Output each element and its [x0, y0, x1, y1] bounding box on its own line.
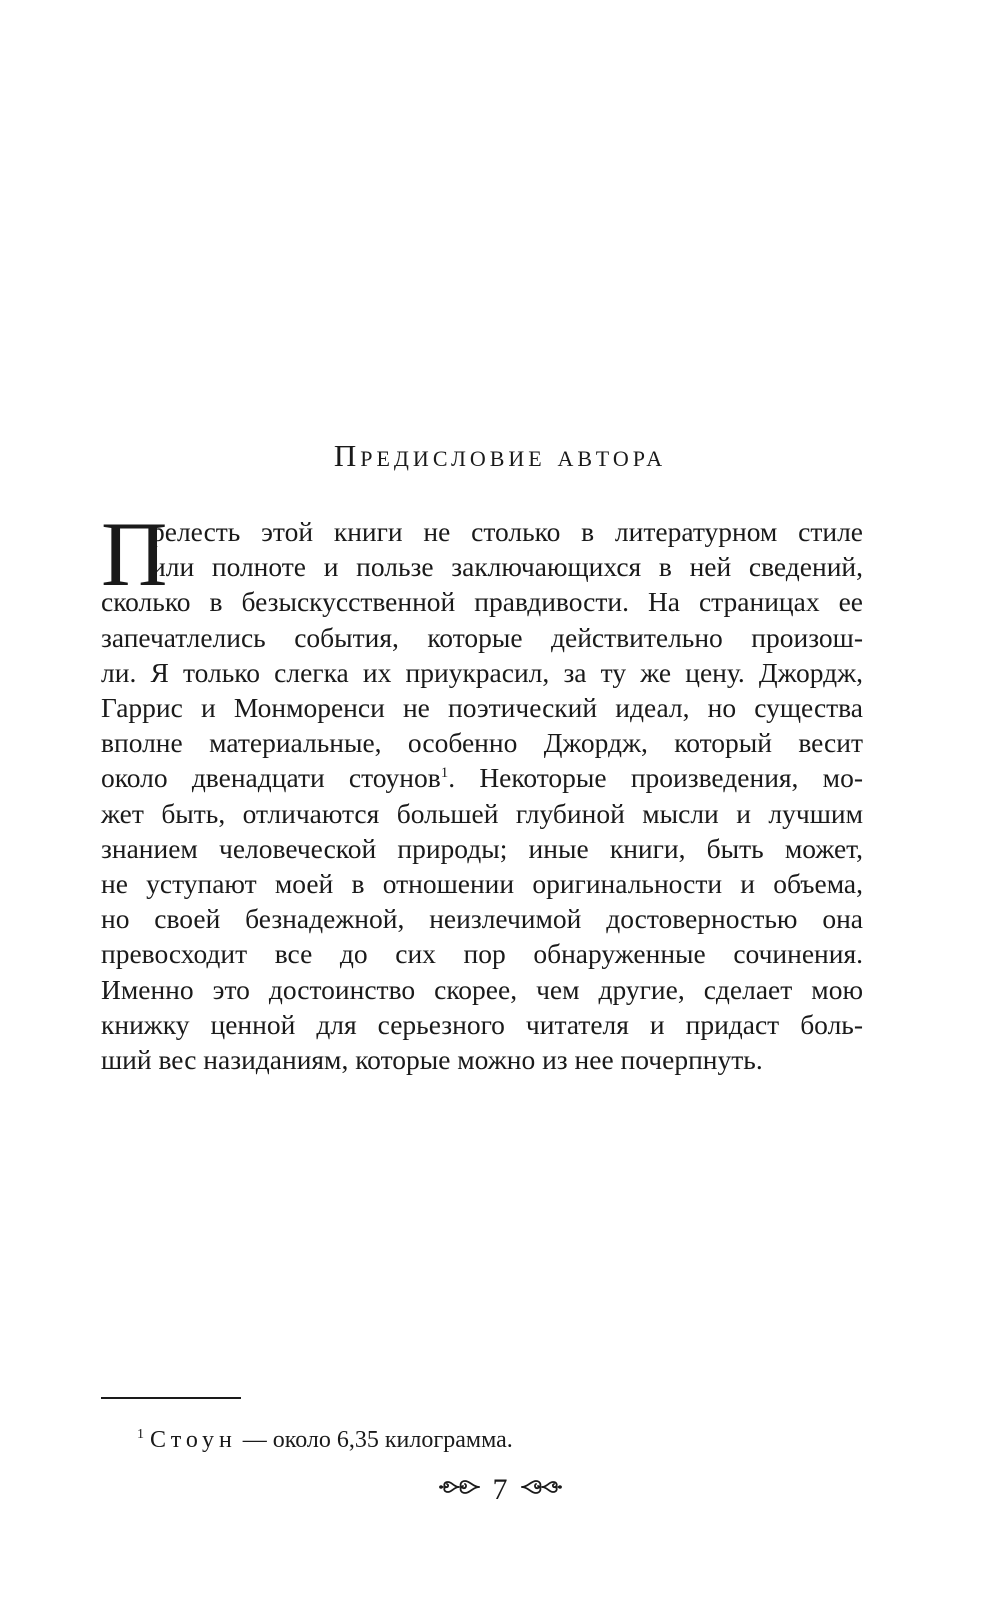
text-line: Гаррис и Монморенси не поэтический идеал, но существа [101, 692, 863, 724]
text-line: знанием человеческой природы; иные книги, быть может, [101, 832, 863, 864]
text-line: книжку ценной для серьезного читателя и придаст боль- [101, 1008, 863, 1040]
text-line: вполне материальные, особенно Джордж, который весит [101, 727, 863, 759]
footnote-reference[interactable]: 1 [440, 765, 449, 782]
text-line: но своей безнадежной, неизлечимой достоверностью она [101, 903, 863, 935]
footnote [137, 1425, 513, 1455]
text-line-with-footnote [101, 760, 863, 795]
body-paragraph [101, 514, 863, 1077]
flourish-left-icon [439, 1470, 481, 1510]
footnote-divider [101, 1397, 241, 1399]
text-line: ший вес назиданиям, которые можно из нее почерпнуть. [101, 1044, 763, 1076]
text-line: Именно это достоинство скорее, чем другие, сделает мою [101, 973, 863, 1005]
text-line: релесть этой книги не столько в литературном стиле [151, 516, 863, 547]
text-line: запечатлелись события, которые действительно произош- [101, 621, 863, 653]
text-fragment: около двенадцати стоунов [101, 762, 441, 794]
chapter-heading: Предисловие автора [333, 438, 667, 473]
text-line: сколько в безыскусственной правдивости. На страницах ее [101, 586, 863, 618]
flourish-right-icon [520, 1470, 562, 1510]
text-fragment: . Некоторые произведения, мо- [448, 762, 863, 794]
page-number: 7 [492, 1473, 508, 1507]
text-line: или полноте и пользе заключающихся в ней сведений, [151, 551, 863, 583]
text-line: жет быть, отличаются большей глубиной мысли и лучшим [101, 797, 863, 829]
footnote-term: Стоун [150, 1427, 237, 1453]
text-line: превосходит все до сих пор обнаруженные сочинения. [101, 938, 863, 970]
footnote-text: — около 6,35 килограмма. [236, 1427, 513, 1453]
text-line: ли. Я только слегка их приукрасил, за ту же цену. Джордж, [101, 656, 863, 688]
page-folio [0, 1468, 1000, 1510]
text-line: не уступают моей в отношении оригинальности и объема, [101, 868, 863, 900]
drop-cap: П [101, 503, 168, 605]
footnote-marker: 1 [137, 1427, 144, 1442]
